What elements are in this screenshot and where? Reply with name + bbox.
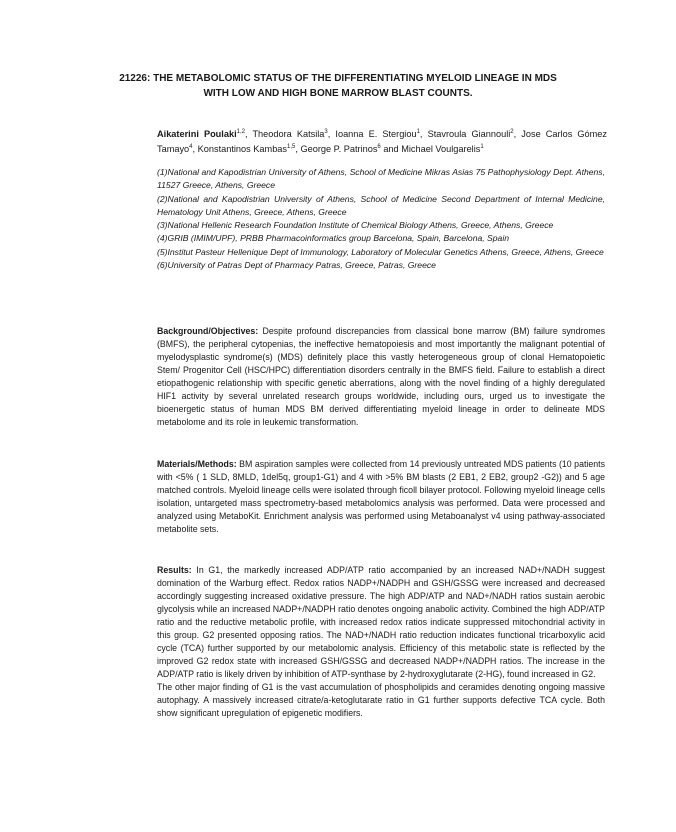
author-affiliation-number: 1,2	[236, 128, 245, 135]
author-name: George P. Patrinos	[300, 144, 378, 154]
abstract-title	[100, 71, 576, 101]
author-name: Aikaterini Poulaki	[157, 129, 237, 139]
author-name: Jose Carlos Gómez Tamayo	[157, 129, 607, 154]
results-heading: Results	[157, 565, 189, 575]
author-list	[157, 127, 607, 157]
author-affiliation-number: 2	[510, 128, 514, 135]
affiliation-item: (3)National Hellenic Research Foundation Institute of Chemical Biology Athens, Greece, Athens, Greece	[157, 220, 554, 231]
author-affiliation-number: 6	[377, 143, 381, 150]
author-separator: and	[380, 144, 402, 154]
results-text-continued: The other major finding of G1 is the vast accumulation of phospholipids and ceramides denoting ongoing massive autophagy. A massively increased citrate/a-ketoglutarate ratio in G1 further supports defective TCA cycle. Both show significant upregulation of epigenetic modifiers.	[157, 682, 605, 718]
author-separator: ,	[244, 129, 253, 139]
title-line-1: 21226: THE METABOLOMIC STATUS OF THE DIFFERENTIATING MYELOID LINEAGE IN MDS	[119, 73, 557, 84]
methods-section: Materials/Methods: BM aspiration samples were collected from 14 previously untreated MDS patients (10 patients with <5% ( 1 SLD, 8MLD, 1del5q, group1-G1) and 4 with >5% BM blasts (2 EB1, 2 EB2, group2 -G2)) and 5 age matched controls. Myeloid lineage cells were isolated through ficoll bilayer protocol. Following myeloid lineage cells isolation, untargeted mass spectrometry-based metabolomics analysis was performed. Data were processed and analyzed using MetaboKit. Enrichment analysis was performed using Metaboanalyst v4 using pathway-associated metabolite sets.	[157, 459, 605, 534]
affiliation-list	[157, 166, 605, 272]
affiliation-item: (2)National and Kapodistrian University of Athens, School of Medicine Second Department of Internal Medicine, Hematology Unit Athens, Greece, Athens, Greece	[157, 193, 605, 217]
results-text: In G1, the markedly increased ADP/ATP ratio accompanied by an increased NAD+/NADH suggest domination of the Warburg effect. Redox ratios NADP+/NADPH and GSH/GSSG were increased and decreased accordingly suggesting increased oxidative pressure. The high ADP/ATP and NAD+/NADH ratios sustain aerobic glycolysis while an increased NADP+/NADPH ratio denotes ongoing anabolic activity. Combined the high ADP/ATP ratio and the reductive metabolic profile, with increased redox ratios indicate suppressed mitochondrial activity in this group. G2 presented opposing ratios. The NAD+/NADH ratio reduction indicates functional tricarboxylic acid cycle (TCA) further supported by our metabolomic analysis. Efficiency of this metabolic state is reflected by the improved G2 redox state with increased GSH/GSSG and decreased NADP+/NADPH ratios. The increase in the ADP/ATP ratio is likely driven by inhibition of ATP-synthase by 2-hydroxyglutarate (2-HG), found increased in G2.	[157, 565, 605, 679]
background-heading: Background/Objectives	[157, 326, 256, 336]
methods-text: BM aspiration samples were collected from 14 previously untreated MDS patients (10 patients with <5% ( 1 SLD, 8MLD, 1del5q, group1-G1) and 4 with >5% BM blasts (2 EB1, 2 EB2, group2 -G2)) and 5 age matched controls. Myeloid lineage cells were isolated through ficoll bilayer protocol. Following myeloid lineage cells isolation, untargeted mass spectrometry-based metabolomics analysis was performed. Data were processed and analyzed using MetaboKit. Enrichment analysis was performed using Metaboanalyst v4 using pathway-associated metabolite sets.	[157, 459, 605, 534]
title-line-2: WITH LOW AND HIGH BONE MARROW BLAST COUNTS.	[203, 88, 473, 99]
author-affiliation-number: 3	[324, 128, 328, 135]
author-name: Ioanna E. Stergiou	[335, 129, 417, 139]
author-affiliation-number: 1	[416, 128, 420, 135]
author-affiliation-number: 1,5	[287, 143, 296, 150]
author-name: Konstantinos Kambas	[197, 144, 288, 154]
author-name: Stavroula Giannouli	[427, 129, 511, 139]
author-separator: ,	[419, 129, 428, 139]
affiliation-item: (6)University of Patras Dept of Pharmacy Patras, Greece, Patras, Greece	[157, 260, 436, 271]
background-section: Background/Objectives: Despite profound discrepancies from classical bone marrow (BM) failure syndromes (BMFS), the peripheral cytopenias, the ineffective hematopoiesis and most importantly the malignant potential of myelodysplastic syndrome(s) (MDS) definitely place this vastly heterogeneous group of clonal Hematopoietic Stem/ Progenitor Cell (HSC/HPC) differentiation disorders centrally in the BMFS field. Failure to establish a direct etiopathogenic relationship with specific genetic aberrations, along with the novel finding of a highly deregulated HIF1 activity by several unrelated research groups worldwide, including ours, urged us to investigate the bioenergetic status of human MDS BM derived differentiating myeloid lineage in order to delineate MDS metabolome and its role in leukemic transformation.	[157, 326, 605, 427]
methods-heading: Materials/Methods	[157, 459, 234, 469]
author-affiliation-number: 4	[189, 143, 193, 150]
author-separator: ,	[295, 144, 301, 154]
affiliation-item: (5)Institut Pasteur Hellenique Dept of Immunology, Laboratory of Molecular Genetics Athens, Greece, Athens, Greece	[157, 246, 604, 257]
author-separator: ,	[327, 129, 336, 139]
results-section: Results: In G1, the markedly increased ADP/ATP ratio accompanied by an increased NAD+/NADH suggest domination of the Warburg effect. Redox ratios NADP+/NADPH and GSH/GSSG were increased and decreased accordingly suggesting increased oxidative pressure. The high ADP/ATP and NAD+/NADH ratios sustain aerobic glycolysis while an increased NADP+/NADPH ratio denotes ongoing anabolic activity. Combined the high ADP/ATP ratio and the reductive metabolic profile, with increased redox ratios indicate suppressed mitochondrial activity in this group. G2 presented opposing ratios. The NAD+/NADH ratio reduction indicates functional tricarboxylic acid cycle (TCA) further supported by our metabolomic analysis. Efficiency of this metabolic state is reflected by the improved G2 redox state with increased GSH/GSSG and decreased NADP+/NADPH ratios. The increase in the ADP/ATP ratio is likely driven by inhibition of ATP-synthase by 2-hydroxyglutarate (2-HG), found increased in G2. The other major finding of G1 is the vast accumulation of phospholipids and ceramides denoting ongoing massive autophagy. A massively increased citrate/a-ketoglutarate ratio in G1 further supports defective TCA cycle. Both show significant upregulation of epigenetic modifiers.	[157, 565, 605, 718]
author-name: Theodora Katsila	[252, 129, 325, 139]
author-affiliation-number: 1	[480, 143, 484, 150]
affiliation-item: (4)GRIB (IMIM/UPF), PRBB Pharmacoinformatics group Barcelona, Spain, Barcelona, Spain	[157, 233, 510, 244]
affiliation-item: (1)National and Kapodistrian University of Athens, School of Medicine Mikras Asias 75 Pathophysiology Dept. Athens, 11527 Greece, Athens, Greece	[157, 167, 605, 191]
author-separator: ,	[192, 144, 198, 154]
background-text: Despite profound discrepancies from classical bone marrow (BM) failure syndromes (BMFS), the peripheral cytopenias, the ineffective hematopoiesis and most importantly the malignant potential of myelodysplastic syndrome(s) (MDS) definitely place this vastly heterogeneous group of clonal Hematopoietic Stem/ Progenitor Cell (HSC/HPC) differentiation disorders centrally in the BMFS field. Failure to establish a direct etiopathogenic relationship with specific genetic aberrations, along with the novel finding of a highly deregulated HIF1 activity by several unrelated research groups worldwide, including ours, urged us to investigate the bioenergetic status of human MDS BM derived differentiating myeloid lineage in order to delineate MDS metabolome and its role in leukemic transformation.	[157, 326, 605, 427]
author-name: Michael Voulgarelis	[401, 144, 481, 154]
author-separator: ,	[513, 129, 522, 139]
